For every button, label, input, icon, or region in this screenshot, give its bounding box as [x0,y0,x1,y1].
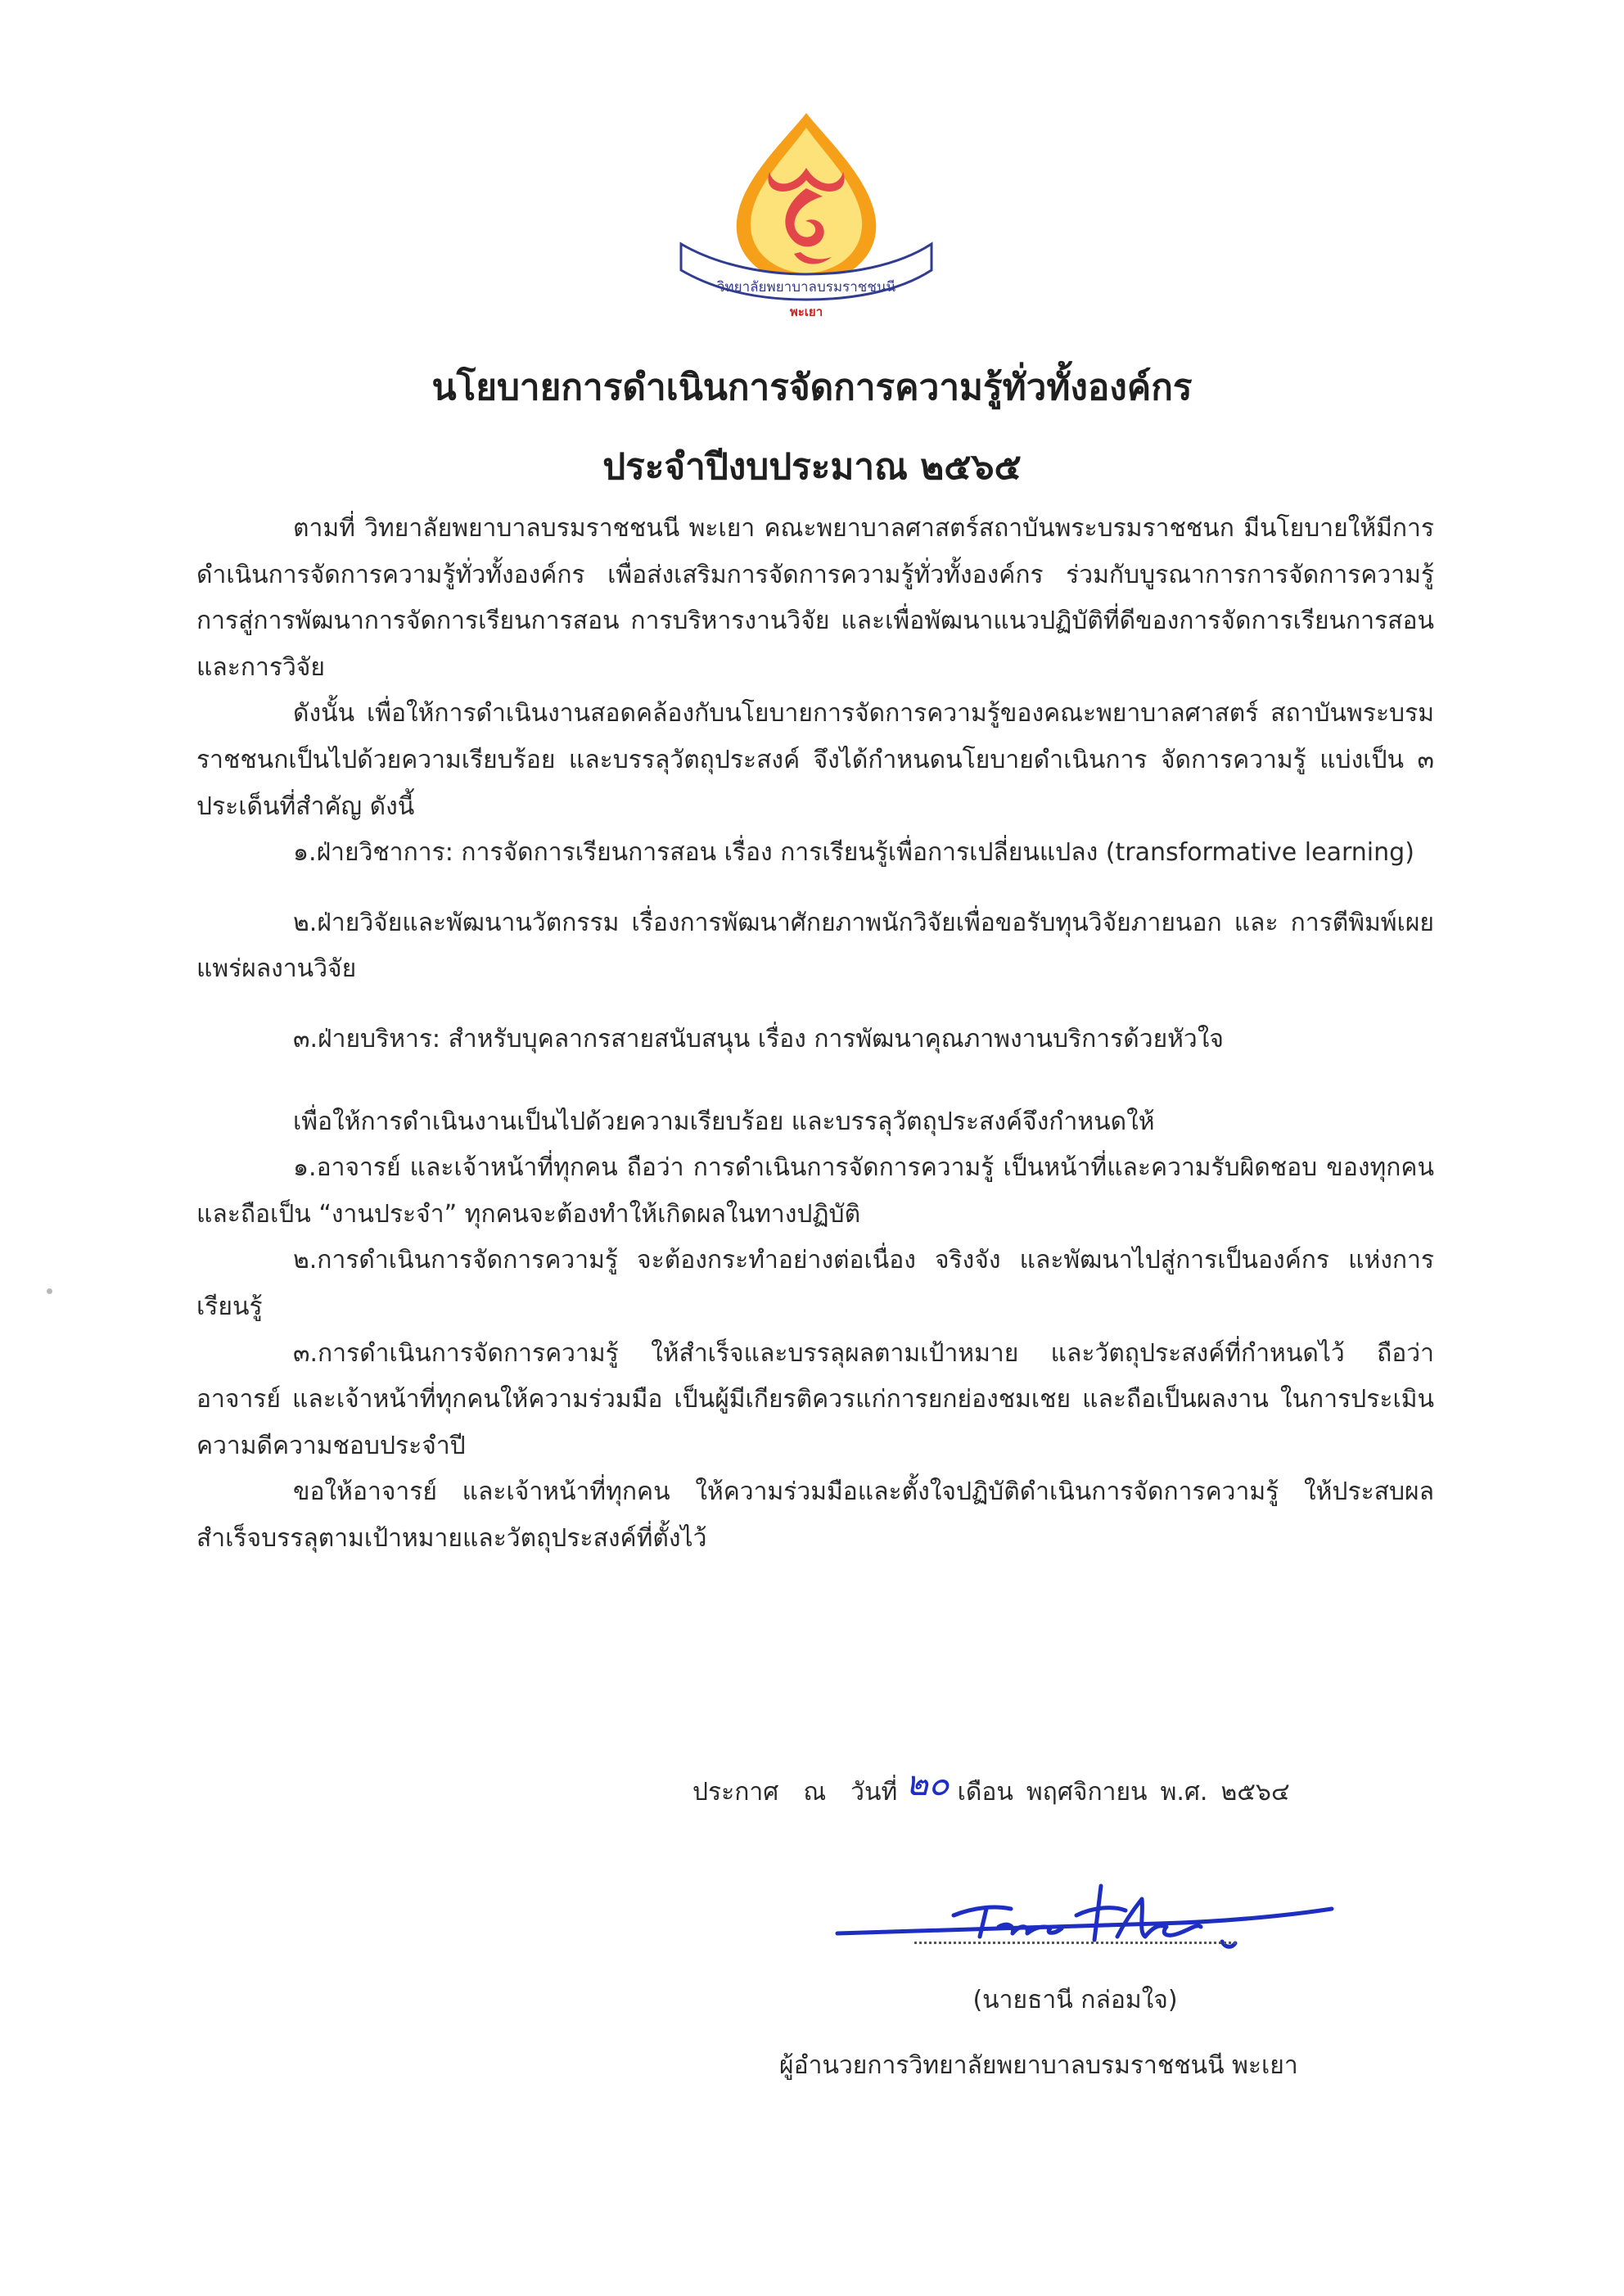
closing-paragraph: ขอให้อาจารย์ และเจ้าหน้าที่ทุกคน ให้ความร่วมมือและตั้งใจปฏิบัติดำเนินการจัดการความรู้ ให้ประสบผลสำเร็จบรรลุตามเป้าหมายและวัตถุประสงค์ที่ตั้งไว้ [196,1477,1434,1553]
logo-banner-text: วิทยาลัยพยาบาลบรมราชชนนี [716,279,896,295]
day-label: วันที่ [850,1778,898,1807]
directive-item: ๓.การดำเนินการจัดการความรู้ ให้สำเร็จและบรรลุผลตามเป้าหมาย และวัตถุประสงค์ที่กำหนดไว้ ถือว่า อาจารย์ และเจ้าหน้าที่ทุกคนให้ความร่วมมือ เป็นผู้มีเกียรติควรแก่การยกย่องชมเชย และถือเป็นผลงาน ในการประเมินความดีความชอบประจำปี [196,1338,1434,1460]
month-value: พฤศจิกายน [1026,1778,1148,1807]
college-logo [671,106,941,319]
announcement-at: ณ [803,1778,827,1807]
handwritten-day: ๒๐ [905,1763,950,1803]
scan-speck [47,1288,52,1294]
director-signature [831,1858,1338,1964]
issue-item: ๓.ฝ่ายบริหาร: สำหรับบุคลากรสายสนับสนุน เรื่อง การพัฒนาคุณภาพงานบริการด้วยหัวใจ [293,1024,1224,1053]
logo-sub-text: พะเยา [789,304,823,319]
signer-position: ผู้อำนวยการวิทยาลัยพยาบาลบรมราชชนนี พะเยา [779,2051,1298,2080]
intro-paragraph: ตามที่ วิทยาลัยพยาบาลบรมราชชนนี พะเยา คณะพยาบาลศาสตร์สถาบันพระบรมราชชนก มีนโยบายให้มีการดำเนินการจัดการความรู้ทั่วทั้งองค์กร เพื่อส่งเสริมการจัดการความรู้ทั่วทั้งองค์กร ร่วมกับบูรณาการการจัดการความรู้การสู่การพัฒนาการจัดการเรียนการสอน การบริหารงานวิจัย และเพื่อพัฒนาแนวปฏิบัติที่ดีของการจัดการเรียนการสอนและการวิจัย [196,514,1434,682]
document-subtitle: ประจำปีงบประมาณ ๒๕๖๕ [602,446,1022,488]
announcement-date [692,1761,1429,1816]
month-label: เดือน [957,1778,1013,1807]
year-label: พ.ศ. [1160,1778,1208,1807]
issue-item: ๒.ฝ่ายวิจัยและพัฒนานวัตกรรม เรื่องการพัฒนาศักยภาพนักวิจัยเพื่อขอรับทุนวิจัยภายนอก และ การตีพิมพ์เผยแพร่ผลงานวิจัย [196,908,1434,984]
therefore-paragraph: ดังนั้น เพื่อให้การดำเนินงานสอดคล้องกับนโยบายการจัดการความรู้ของคณะพยาบาลศาสตร์ สถาบันพระบรมราชชนกเป็นไปด้วยความเรียบร้อย และบรรลุวัตถุประสงค์ จึงได้กำหนดนโยบายดำเนินการ จัดการความรู้ แบ่งเป็น ๓ ประเด็นที่สำคัญ ดังนี้ [196,699,1434,821]
document-title: นโยบายการดำเนินการจัดการความรู้ทั่วทั้งองค์กร [431,367,1193,408]
signer-name: (นายธานี กล่อมใจ) [972,1986,1178,2014]
directive-intro: เพื่อให้การดำเนินงานเป็นไปด้วยความเรียบร้อย และบรรลุวัตถุประสงค์จึงกำหนดให้ [293,1107,1155,1136]
announcement-prefix: ประกาศ [692,1778,779,1807]
year-value: ๒๕๖๔ [1220,1778,1290,1807]
directive-item: ๑.อาจารย์ และเจ้าหน้าที่ทุกคน ถือว่า การดำเนินการจัดการความรู้ เป็นหน้าที่และความรับผิดชอบ ของทุกคน และถือเป็น “งานประจำ” ทุกคนจะต้องทำให้เกิดผลในทางปฏิบัติ [196,1153,1434,1229]
document-body [196,506,1434,1562]
directive-item: ๒.การดำเนินการจัดการความรู้ จะต้องกระทำอย่างต่อเนื่อง จริงจัง และพัฒนาไปสู่การเป็นองค์กร แห่งการเรียนรู้ [196,1246,1434,1321]
signature-dotted-line [914,1942,1236,1944]
issue-item: ๑.ฝ่ายวิชาการ: การจัดการเรียนการสอน เรื่อง การเรียนรู้เพื่อการเปลี่ยนแปลง (transformative learning) [293,838,1414,868]
